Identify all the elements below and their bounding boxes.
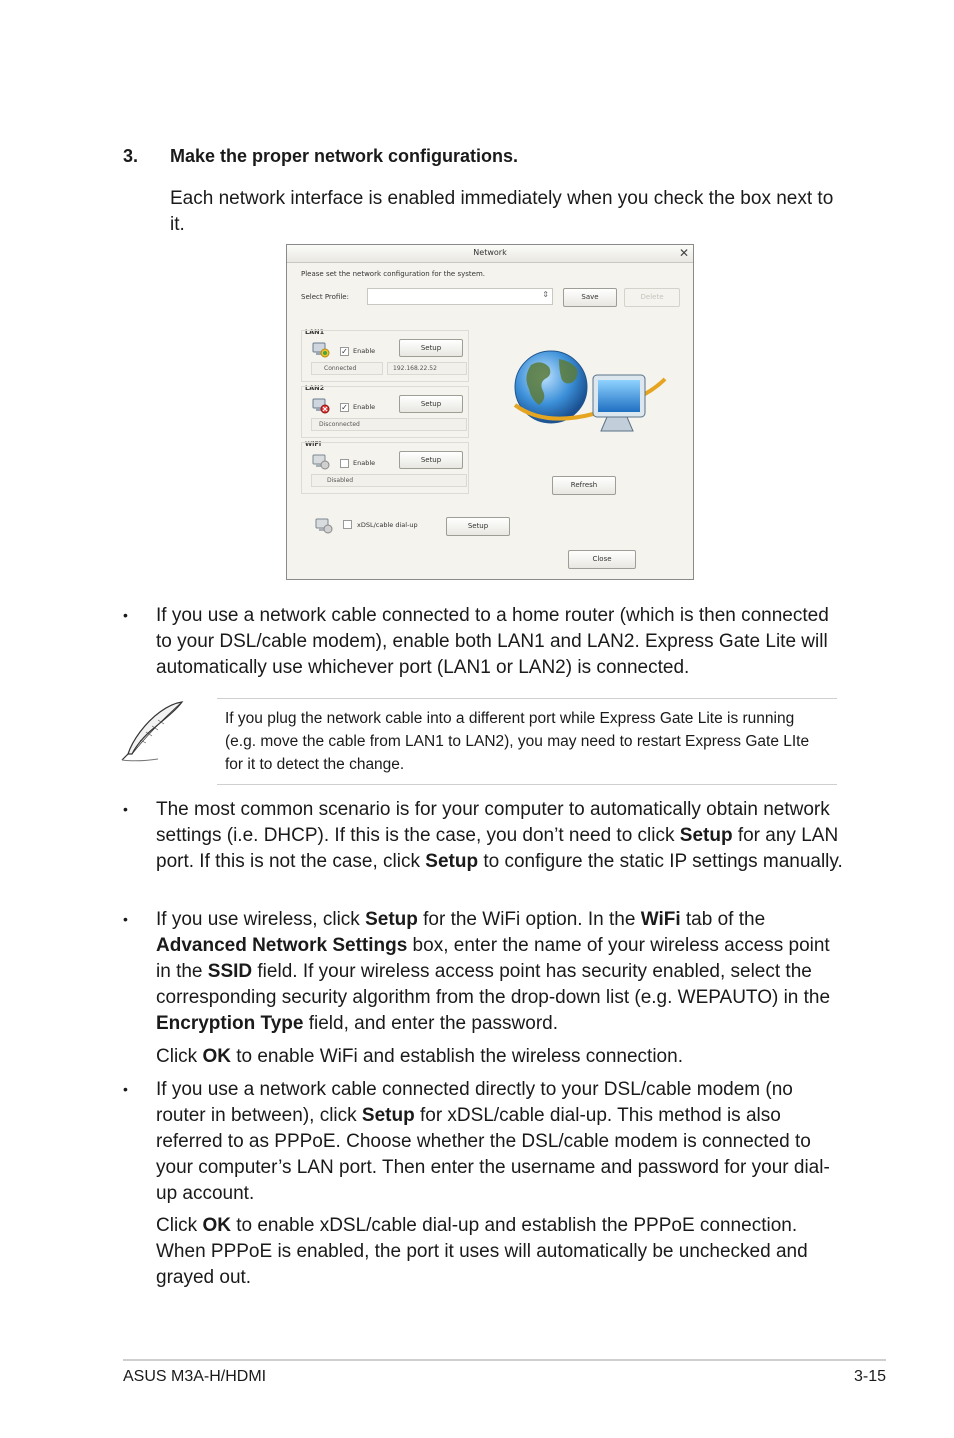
network-disconnected-icon [311, 397, 331, 415]
text-run: for the WiFi option. In the [417, 909, 641, 930]
bold-term: SSID [207, 961, 253, 982]
bullet-text [156, 1077, 846, 1207]
pen-note-icon [118, 698, 190, 764]
bullet-followup [156, 1213, 846, 1291]
footer-page-number: 3-15 [853, 1368, 886, 1385]
text-run: for xDSL/cable dial-up. This method is also referred to as PPPoE. Choose whether the DSL/cable modem is connected to your computer’s LAN port. Then enter the username and password for your dial-up account. [156, 1105, 830, 1204]
lan1-status: Connected [324, 365, 357, 372]
refresh-button[interactable]: Refresh [552, 476, 616, 495]
step-title: Make the proper network configurations. [170, 146, 519, 166]
text-run: If you use wireless, click [156, 909, 366, 930]
bold-term: WiFi [640, 909, 681, 930]
lan1-setup-button[interactable]: Setup [399, 339, 463, 357]
bold-term: Advanced Network Settings [156, 935, 408, 956]
bold-term: Encryption Type [156, 1013, 304, 1034]
text-run: Click [156, 1046, 203, 1067]
bullet-dot: • [123, 607, 128, 623]
text-run: field. If your wireless access point has security enabled, select the corresponding security algorithm from the drop-down list (e.g. WEPAUTO) in the [156, 961, 831, 1008]
text-run: box, enter the name of your wireless access point in the [156, 935, 830, 982]
text-run: for any LAN port. If this is not the case, click [156, 825, 839, 872]
text-run: If you use a network cable connected directly to your DSL/cable modem (no router in between), click [156, 1079, 793, 1126]
text-run: to configure the static IP settings manually. [478, 851, 843, 872]
globe-computer-icon [509, 345, 669, 455]
lan1-enable-checkbox[interactable]: ✓ [341, 347, 348, 356]
wifi-enable-checkbox[interactable] [340, 459, 349, 468]
bold-term: OK [202, 1215, 231, 1236]
bold-term: Setup [361, 1105, 415, 1126]
text-run: The most common scenario is for your computer to automatically obtain network settings (i.e. DHCP). If this is the case, you don’t need to click [156, 799, 830, 846]
footer-product: ASUS M3A-H/HDMI [123, 1368, 267, 1385]
text-run: field, and enter the password. [303, 1013, 558, 1034]
dialog-titlebar [287, 245, 693, 263]
text-run: tab of the [680, 909, 766, 930]
delete-button[interactable]: Delete [624, 288, 680, 307]
xdsl-checkbox[interactable] [343, 520, 352, 529]
close-icon[interactable]: ✕ [678, 246, 689, 260]
bullet-followup [156, 1044, 846, 1070]
wifi-label: WiFi [305, 440, 322, 448]
dialup-computer-icon [314, 517, 334, 535]
wifi-computer-icon [311, 453, 331, 471]
bullet-dot: • [123, 1081, 128, 1097]
profile-label: Select Profile: [301, 293, 349, 301]
lan2-setup-button[interactable]: Setup [399, 395, 463, 413]
dialog-instruction: Please set the network configuration for the system. [301, 270, 485, 278]
footer-rule [123, 1359, 886, 1361]
text-run: to enable WiFi and establish the wireless connection. [230, 1046, 683, 1067]
wifi-enable-label: Enable [353, 459, 376, 467]
xdsl-label: xDSL/cable dial-up [357, 521, 418, 529]
text-run: Click [156, 1215, 203, 1236]
lan2-enable-checkbox[interactable]: ✓ [341, 403, 348, 412]
bullet-text: If you use a network cable connected to a home router (which is then connected to your DSL/cable modem), enable both LAN1 and LAN2. Express Gate Lite will automatically use whichever port (LAN1 or LAN2) is connected. [156, 605, 829, 678]
wifi-setup-button[interactable]: Setup [399, 451, 463, 469]
bold-term: Setup [679, 825, 733, 846]
lan1-ip: 192.168.22.52 [393, 365, 437, 372]
spinner-icon: ⇕ [542, 290, 549, 299]
bullet-text [156, 907, 846, 1037]
bold-term: Setup [425, 851, 479, 872]
dialog-title: Network [473, 248, 507, 257]
step-description: Each network interface is enabled immediately when you check the box next to it. [170, 188, 834, 235]
lan1-enable-label: Enable [353, 347, 376, 355]
bullet-dot: • [123, 911, 128, 927]
bold-term: Setup [365, 909, 418, 930]
lan2-status: Disconnected [319, 421, 360, 428]
lan2-label: LAN2 [305, 384, 325, 392]
profile-select[interactable] [367, 288, 553, 305]
save-button[interactable]: Save [563, 288, 617, 307]
close-button[interactable]: Close [568, 550, 636, 569]
lan1-label: LAN1 [305, 328, 325, 336]
step-number: 3. [123, 146, 139, 166]
network-dialog [286, 244, 694, 580]
bullet-dot: • [123, 801, 128, 817]
wifi-status: Disabled [327, 477, 354, 484]
bold-term: OK [202, 1046, 231, 1067]
note-top-rule [217, 698, 837, 699]
network-connected-icon [311, 341, 331, 359]
lan2-enable-label: Enable [353, 403, 376, 411]
note-bottom-rule [217, 784, 837, 785]
text-run: to enable xDSL/cable dial-up and establish the PPPoE connection. When PPPoE is enabled, the port it uses will automatically be unchecked and grayed out. [156, 1215, 808, 1288]
bullet-text [156, 797, 846, 875]
xdsl-setup-button[interactable]: Setup [446, 517, 510, 536]
note-text: If you plug the network cable into a different port while Express Gate Lite is running (e.g. move the cable from LAN1 to LAN2), you may need to restart Express Gate LIte for it to detect the change. [225, 710, 810, 773]
